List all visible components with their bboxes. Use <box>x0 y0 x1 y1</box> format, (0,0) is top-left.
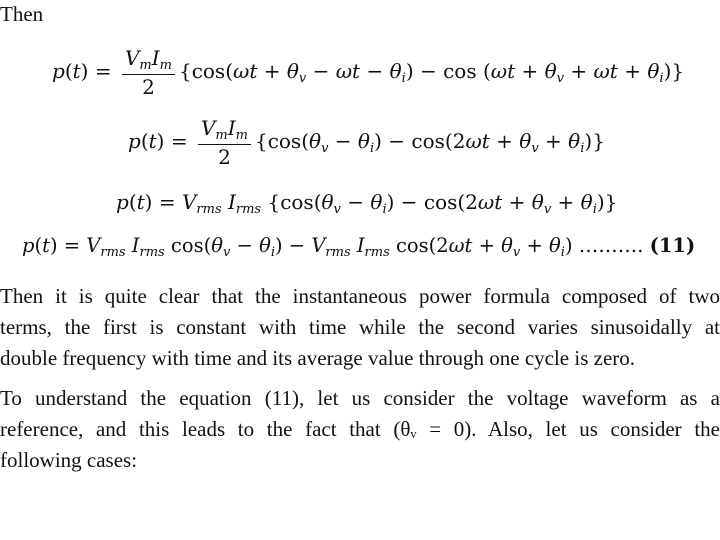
paragraph-1-line-3: double frequency with time and its average value through one cycle is zero. <box>0 346 636 370</box>
paragraph-cases-intro <box>0 383 720 476</box>
equation-3: $p(t) = V_{rms}$ $I_{rms}$ $\{\cos(\theta_v - \theta_i) - \cos(2\omega t + \theta_v + \theta_i)\}$ <box>116 190 618 217</box>
equation-2-fraction: $\frac{V_mI_m}{2}$ <box>198 118 251 167</box>
paragraph-2-line-2: reference, and this leads to the fact that (θᵥ = 0). Also, let us consider the <box>0 417 720 441</box>
paragraph-1-line-2: terms, the first is constant with time while the second varies sinusoidally at <box>0 315 720 339</box>
paragraph-power-explanation <box>0 281 720 374</box>
equation-2: p(t) = $\frac{V_mI_m}{2}$ $\{\cos(\theta_v - \theta_i) - \cos(2\omega t + \theta_v + \theta_i)\}$ <box>128 116 605 169</box>
intro-word: Then <box>0 2 44 26</box>
paragraph-2-line-3: following cases: <box>0 448 138 472</box>
equation-1: p(t) = $\frac{V_mI_m}{2}$ $\{\cos(\omega t + \theta_v - \omega t - \theta_i) - \cos (\omega t + \theta_v + \omega t + \theta_i)\}$ <box>52 46 685 99</box>
equation-1-fraction: $\frac{V_mI_m}{2}$ <box>122 48 175 97</box>
equation-4: $p(t) = V_{rms}$ $I_{rms}$ $\cos(\theta_v - \theta_i) - V_{rms}$ $I_{rms}$ $\cos(2\omega t + \theta_v + \theta_i)$ ………. (11) <box>22 234 696 260</box>
paragraph-1-line-1: Then it is quite clear that the instantaneous power formula composed of two <box>0 284 720 308</box>
paragraph-2-line-1: To understand the equation (11), let us consider the voltage waveform as a <box>0 386 720 410</box>
